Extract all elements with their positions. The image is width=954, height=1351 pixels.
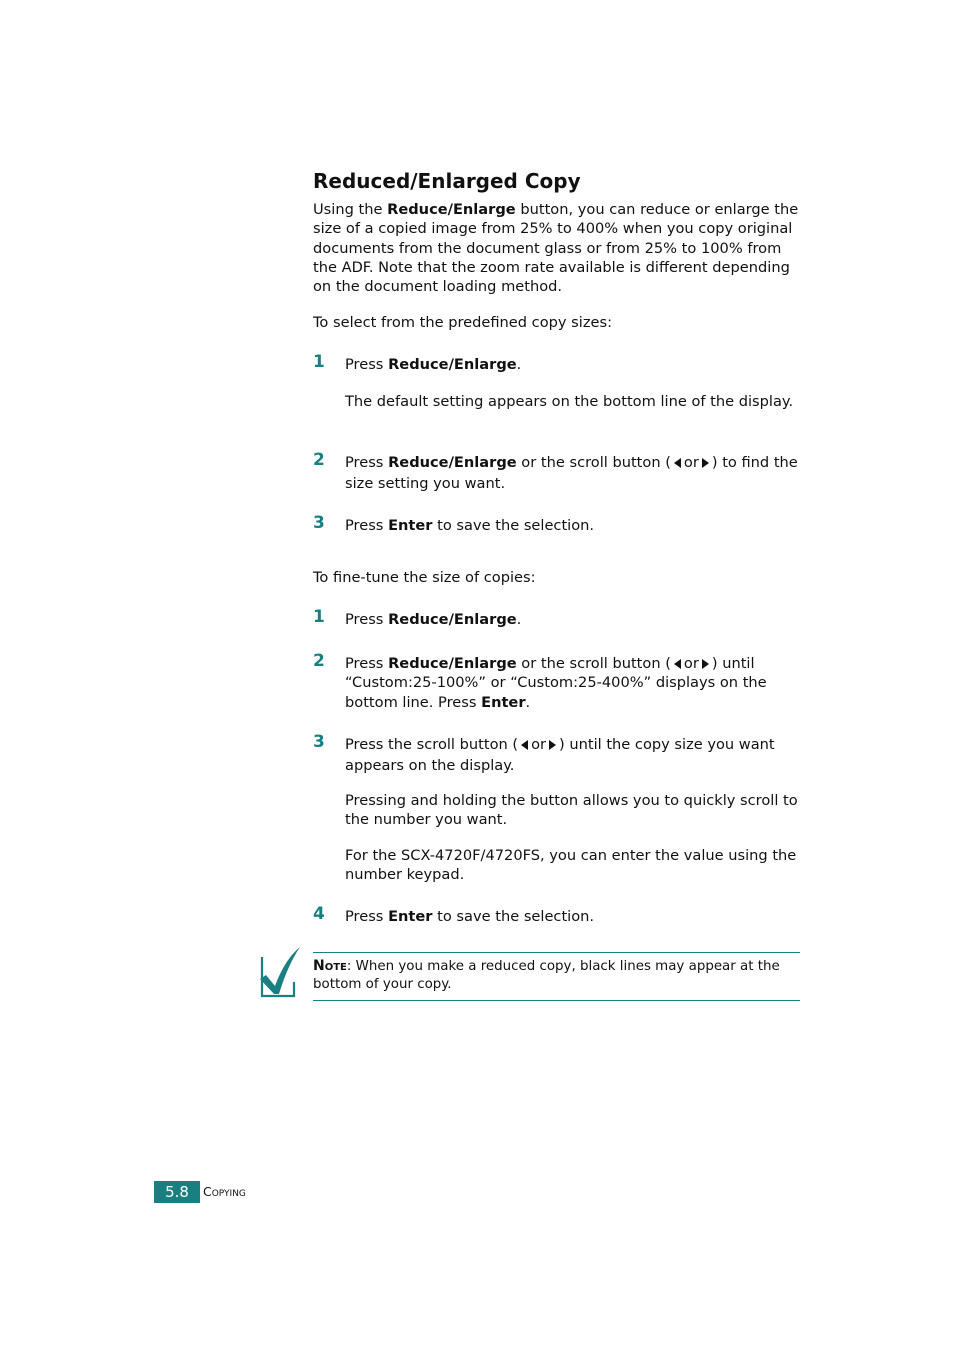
right-triangle-icon [702, 659, 709, 669]
intro-text: Using the [313, 201, 388, 218]
step-text: Press Enter to save the selection. [345, 908, 595, 925]
right-triangle-icon [702, 458, 709, 468]
step-number: 1 [313, 352, 325, 372]
step-number: 4 [313, 904, 325, 924]
step-note: For the SCX-4720F/4720FS, you can enter the value using the number keypad. [345, 847, 797, 884]
step-number: 3 [313, 732, 325, 752]
note-bottom-rule [313, 1000, 800, 1001]
step-text: Press the scroll button ( or ) until the copy size you want appears on the display. [345, 736, 775, 774]
intro-button-name: Reduce/Enlarge [387, 201, 516, 218]
chapter-name: Copying [203, 1184, 246, 1199]
step-note: Pressing and holding the button allows you to quickly scroll to the number you want. [345, 792, 798, 829]
step-text: Press Enter to save the selection. [345, 517, 595, 534]
step-number: 1 [313, 607, 325, 627]
step-number: 3 [313, 513, 325, 533]
left-triangle-icon [674, 458, 681, 468]
step-text: Press Reduce/Enlarge or the scroll button ( or ) to find the size setting you want. [345, 454, 798, 492]
step-note: The default setting appears on the bottom line of the display. [345, 393, 794, 410]
note-text: Note: When you make a reduced copy, black lines may appear at the bottom of your copy. [313, 958, 780, 992]
note-label: Note [313, 958, 347, 974]
left-triangle-icon [521, 740, 528, 750]
step-text: Press Reduce/Enlarge. [345, 356, 522, 373]
step-number: 2 [313, 450, 325, 470]
page-number: 5.8 [154, 1181, 200, 1203]
step-number: 2 [313, 651, 325, 671]
intro-text-rest: button, you can reduce or enlarge the size of a copied image from 25% to 400% when you copy original documents from the document glass or from 25% to 100% from the ADF. Note that the zoom rate available is different depending on the document loading method. [313, 201, 799, 296]
intro-paragraph [313, 200, 803, 296]
left-triangle-icon [674, 659, 681, 669]
step-text: Press Reduce/Enlarge or the scroll button ( or ) until “Custom:25-100%” or “Custom:25-400%” displays on the bottom line. Press Enter. [345, 655, 767, 711]
note-top-rule [313, 952, 800, 953]
checkmark-note-icon [256, 944, 302, 1000]
step-text: Press Reduce/Enlarge. [345, 611, 522, 628]
page-title: Reduced/Enlarged Copy [313, 169, 581, 194]
predefined-lead: To select from the predefined copy sizes: [313, 314, 612, 331]
finetune-lead: To fine-tune the size of copies: [313, 569, 536, 586]
right-triangle-icon [549, 740, 556, 750]
